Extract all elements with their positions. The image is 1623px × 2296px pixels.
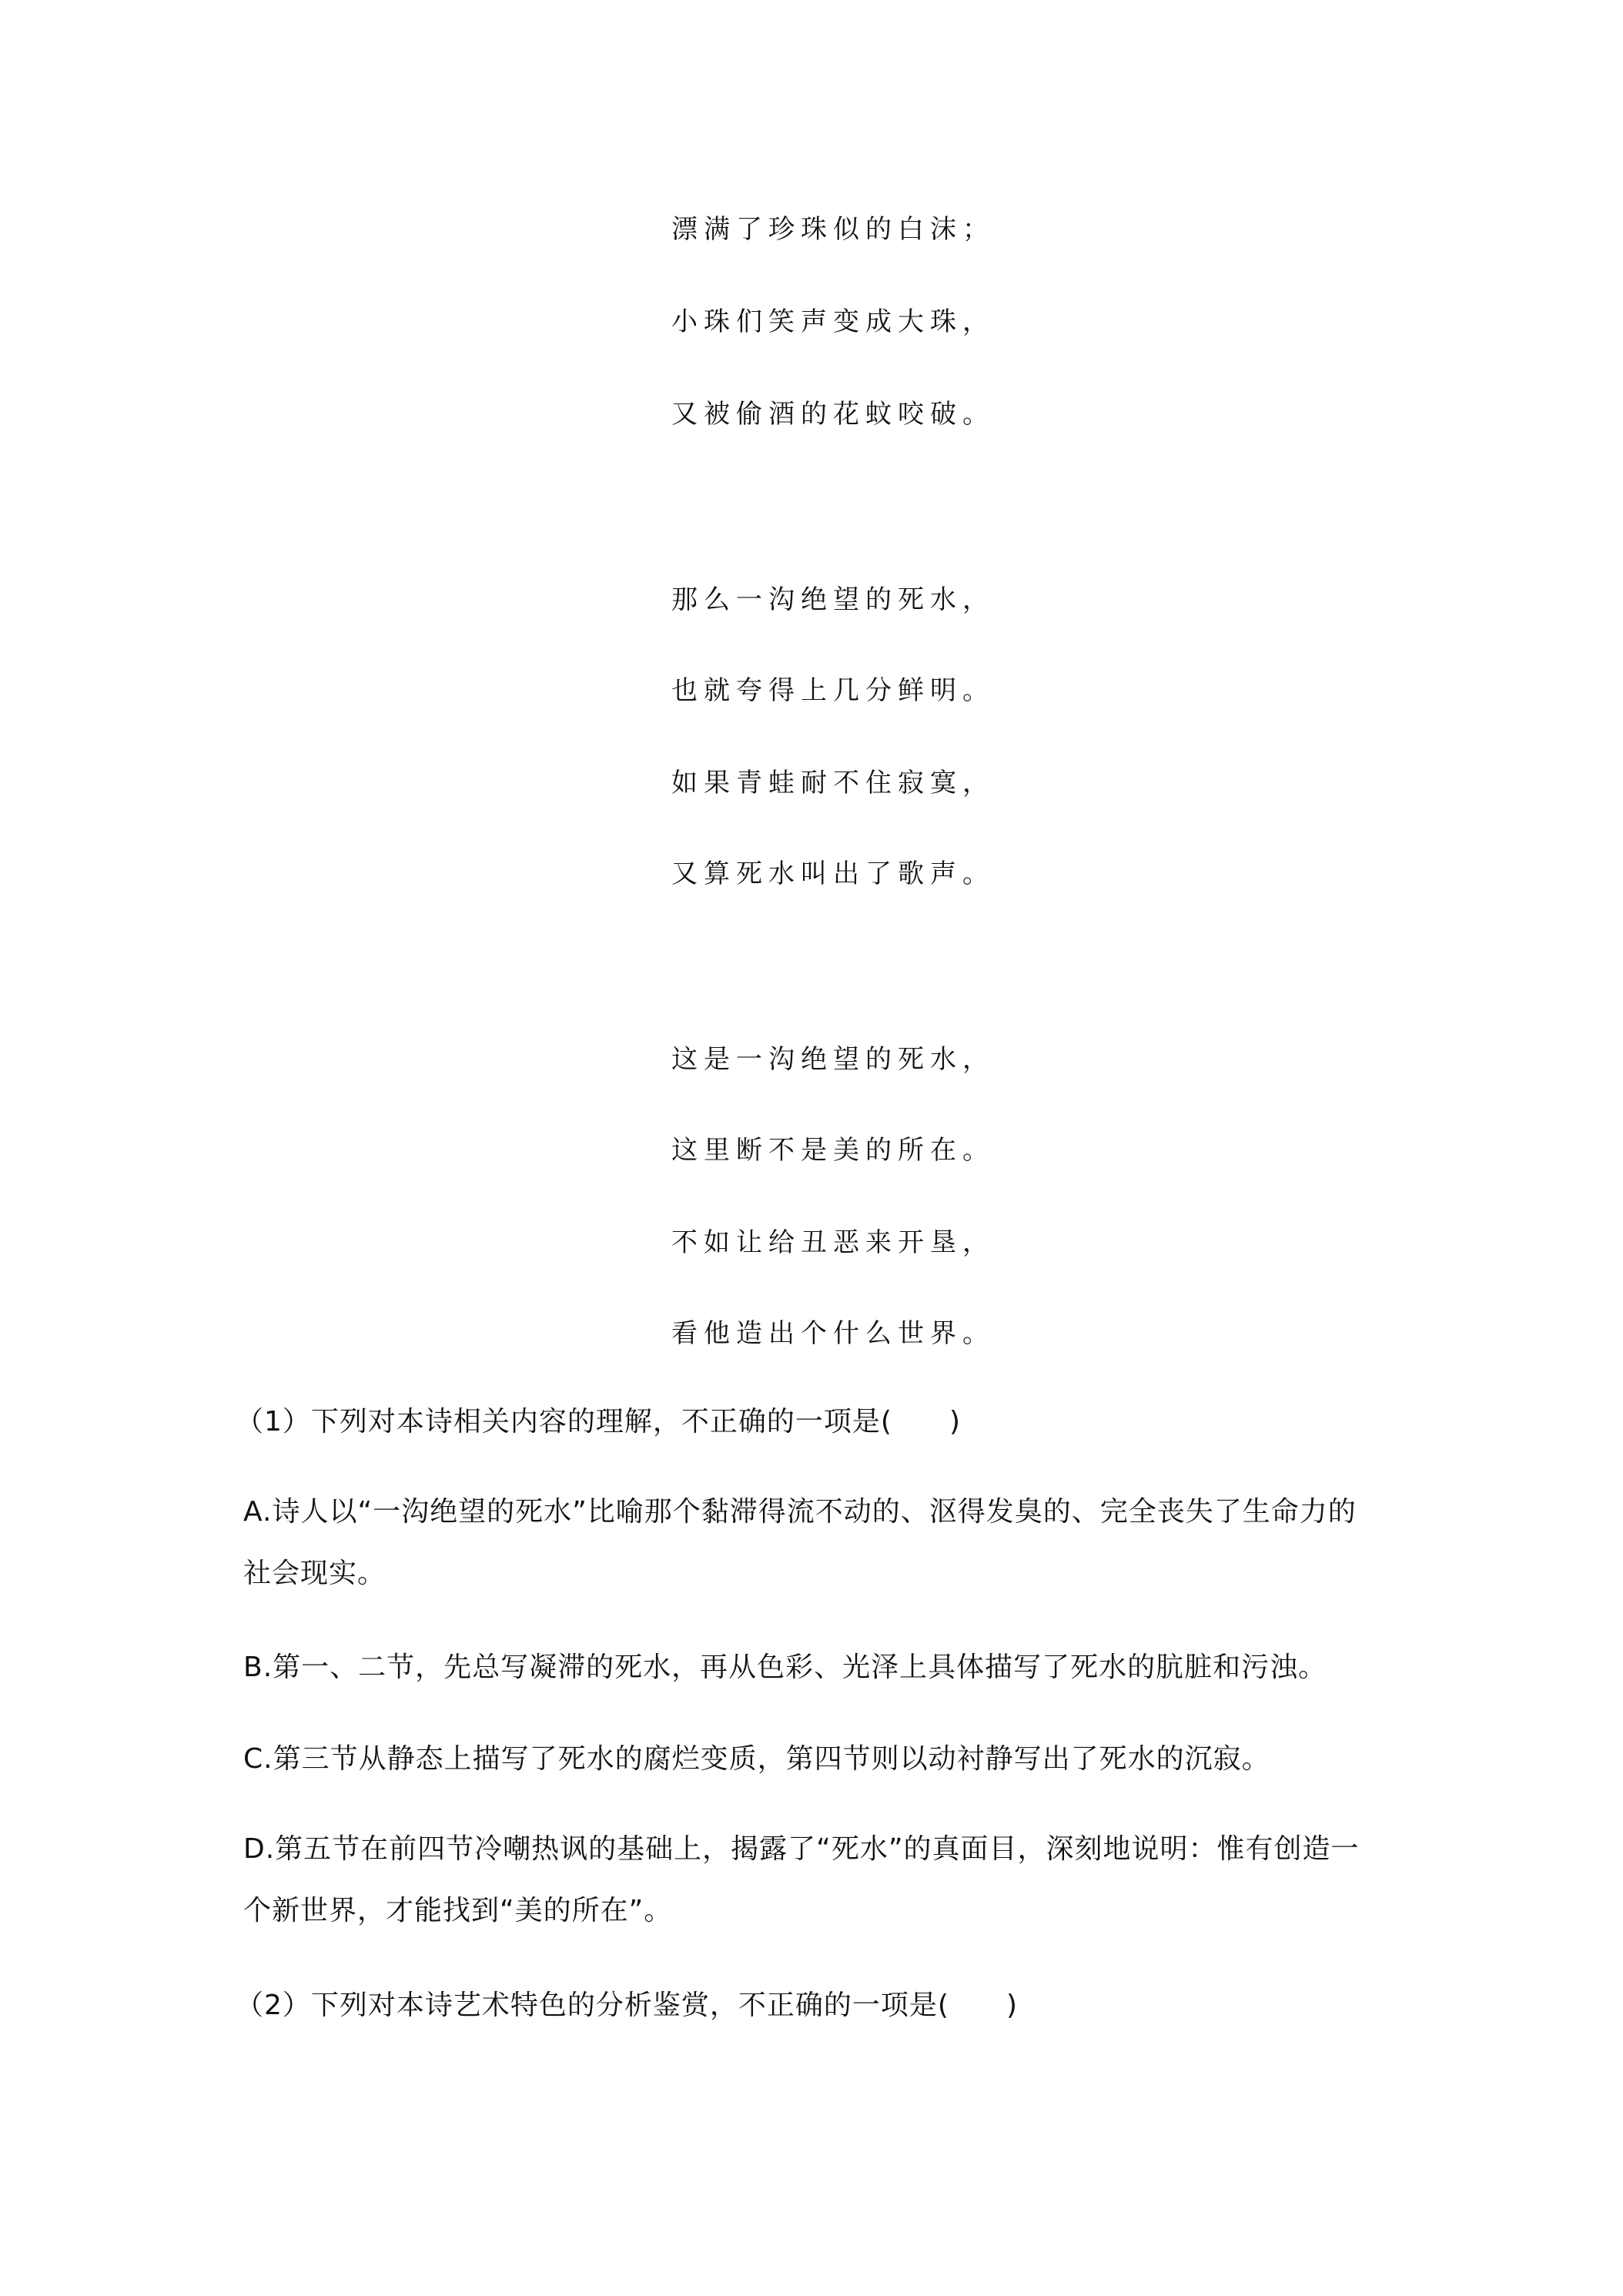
poem-line: 小珠们笑声变成大珠，: [671, 306, 995, 337]
poem-line: 如果青蛙耐不住寂寞，: [671, 768, 995, 798]
poem-line: 又被偷酒的花蚊咬破。: [671, 399, 995, 430]
poem-line: 不如让给丑恶来开垦，: [671, 1227, 995, 1258]
option-a-line: 社会现实。: [243, 1558, 387, 1589]
question-2-stem: （2）下列对本诗艺术特色的分析鉴赏，不正确的一项是( ): [236, 1990, 1018, 2021]
poem-line: 这是一沟绝望的死水，: [671, 1044, 995, 1075]
option-d: [243, 1832, 1390, 1955]
option-a: [243, 1494, 1390, 1618]
poem-line: 这里断不是美的所在。: [671, 1135, 995, 1166]
poem-line: 也就夸得上几分鲜明。: [671, 675, 995, 706]
poem-line: 看他造出个什么世界。: [671, 1318, 995, 1349]
poem-line: 漂满了珍珠似的白沫；: [671, 214, 995, 245]
poem-line: 又算死水叫出了歌声。: [671, 858, 995, 889]
poem-line: 那么一沟绝望的死水，: [671, 584, 995, 615]
option-d-line: D.第五节在前四节冷嘲热讽的基础上，揭露了“死水”的真面目，深刻地说明：惟有创造一: [243, 1833, 1360, 1865]
option-b: B.第一、二节，先总写凝滞的死水，再从色彩、光泽上具体描写了死水的肮脏和污浊。: [243, 1652, 1327, 1683]
question-1-stem: （1）下列对本诗相关内容的理解，不正确的一项是( ): [236, 1406, 961, 1438]
option-a-line: A.诗人以“一沟绝望的死水”比喻那个黏滞得流不动的、沤得发臭的、完全丧失了生命力的: [243, 1496, 1357, 1528]
option-d-line: 个新世界，才能找到“美的所在”。: [243, 1895, 673, 1926]
option-c: C.第三节从静态上描写了死水的腐烂变质，第四节则以动衬静写出了死水的沉寂。: [243, 1743, 1270, 1775]
